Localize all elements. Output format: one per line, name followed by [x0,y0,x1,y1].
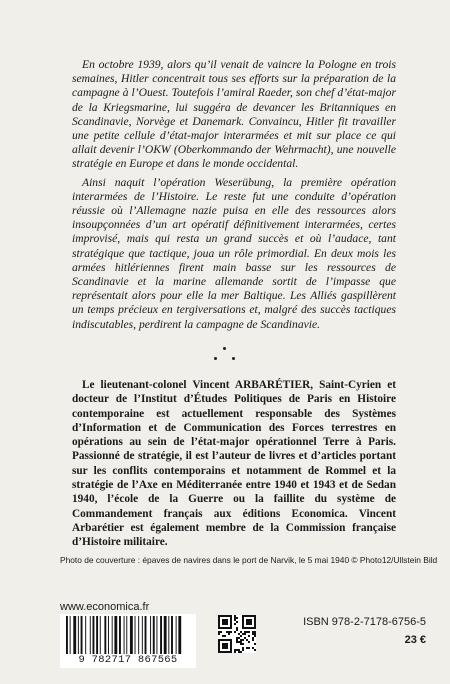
barcode-digits: 9 782717 867565 [60,654,196,667]
author-bio: Le lieutenant-colonel Vincent ARBARÉTIER, Saint-Cyrien et docteur de l’Institut d’Études Politiques de Paris en Histoire contemporaine est actuellement responsable des Systèmes d’Information et de Communication des Forces terrestres en opérations au sein de l’état-major opérationnel Terre à Paris. Passionné de stratégie, il est l’auteur de livres et d’articles portant sur les conflits contemporains et notamment de Rommel et la stratégie de l’Axe en Méditerranée entre 1940 et 1943 et de Sedan 1940, l’école de la Guerre ou la faillite du système de Commandement français aux éditions Economica. Vincent Arbarétier est également membre de la Commission française d’Histoire militaire. [72,379,396,549]
isbn-barcode [60,614,196,668]
back-cover-blurb [72,58,396,332]
asterism-ornament [200,344,250,364]
barcode-bars [60,614,196,656]
blurb-paragraph-2: Ainsi naquit l’opération Weserübung, la première opération interarmées de l’Histoire. Le reste fut une conduite d’opération réussie où l’Allemagne nazie puisa en elle des ressources alors insoupçonnées d’un art opératif définitivement interarmées, certes improvisé, mais qui resta un grand succès et où l’audace, tant stratégique que tactique, joua un rôle primordial. En deux mois les armées hitlériennes firent main basse sur les ressources de Scandinavie et la marine allemande sortit de l’impasse que représentait alors pour elle la mer Baltique. Les Alliés gaspillèrent un temps précieux en tergiversations et, malgré des succès tactiques indiscutables, perdirent la campagne de Scandinavie. [72,175,396,331]
photo-credit: Photo de couverture : épaves de navires dans le port de Narvik, le 5 mai 1940 © Photo12/Ullstein Bild [60,555,438,565]
price: 23 € [404,634,426,646]
publisher-website: www.economica.fr [60,601,150,613]
qr-code-icon [218,615,256,653]
blurb-paragraph-1: En octobre 1939, alors qu’il venait de vaincre la Pologne en trois semaines, Hitler concentrait tous ses efforts sur la préparation de la campagne à l’Ouest. Toutefois l’amiral Raeder, son chef d’état-major de la Kriegsmarine, lui suggéra de devancer les Britanniques en Scandinavie, Norvège et Danemark. Convaincu, Hitler fit travailler une petite cellule d’état-major interarmées et mit sur place ce qui allait devenir l’OKW (Oberkommando der Wehrmacht), une nouvelle stratégie en Europe et dans le monde occidental. [72,58,396,171]
isbn-number: ISBN 978-2-7178-6756-5 [303,616,426,628]
